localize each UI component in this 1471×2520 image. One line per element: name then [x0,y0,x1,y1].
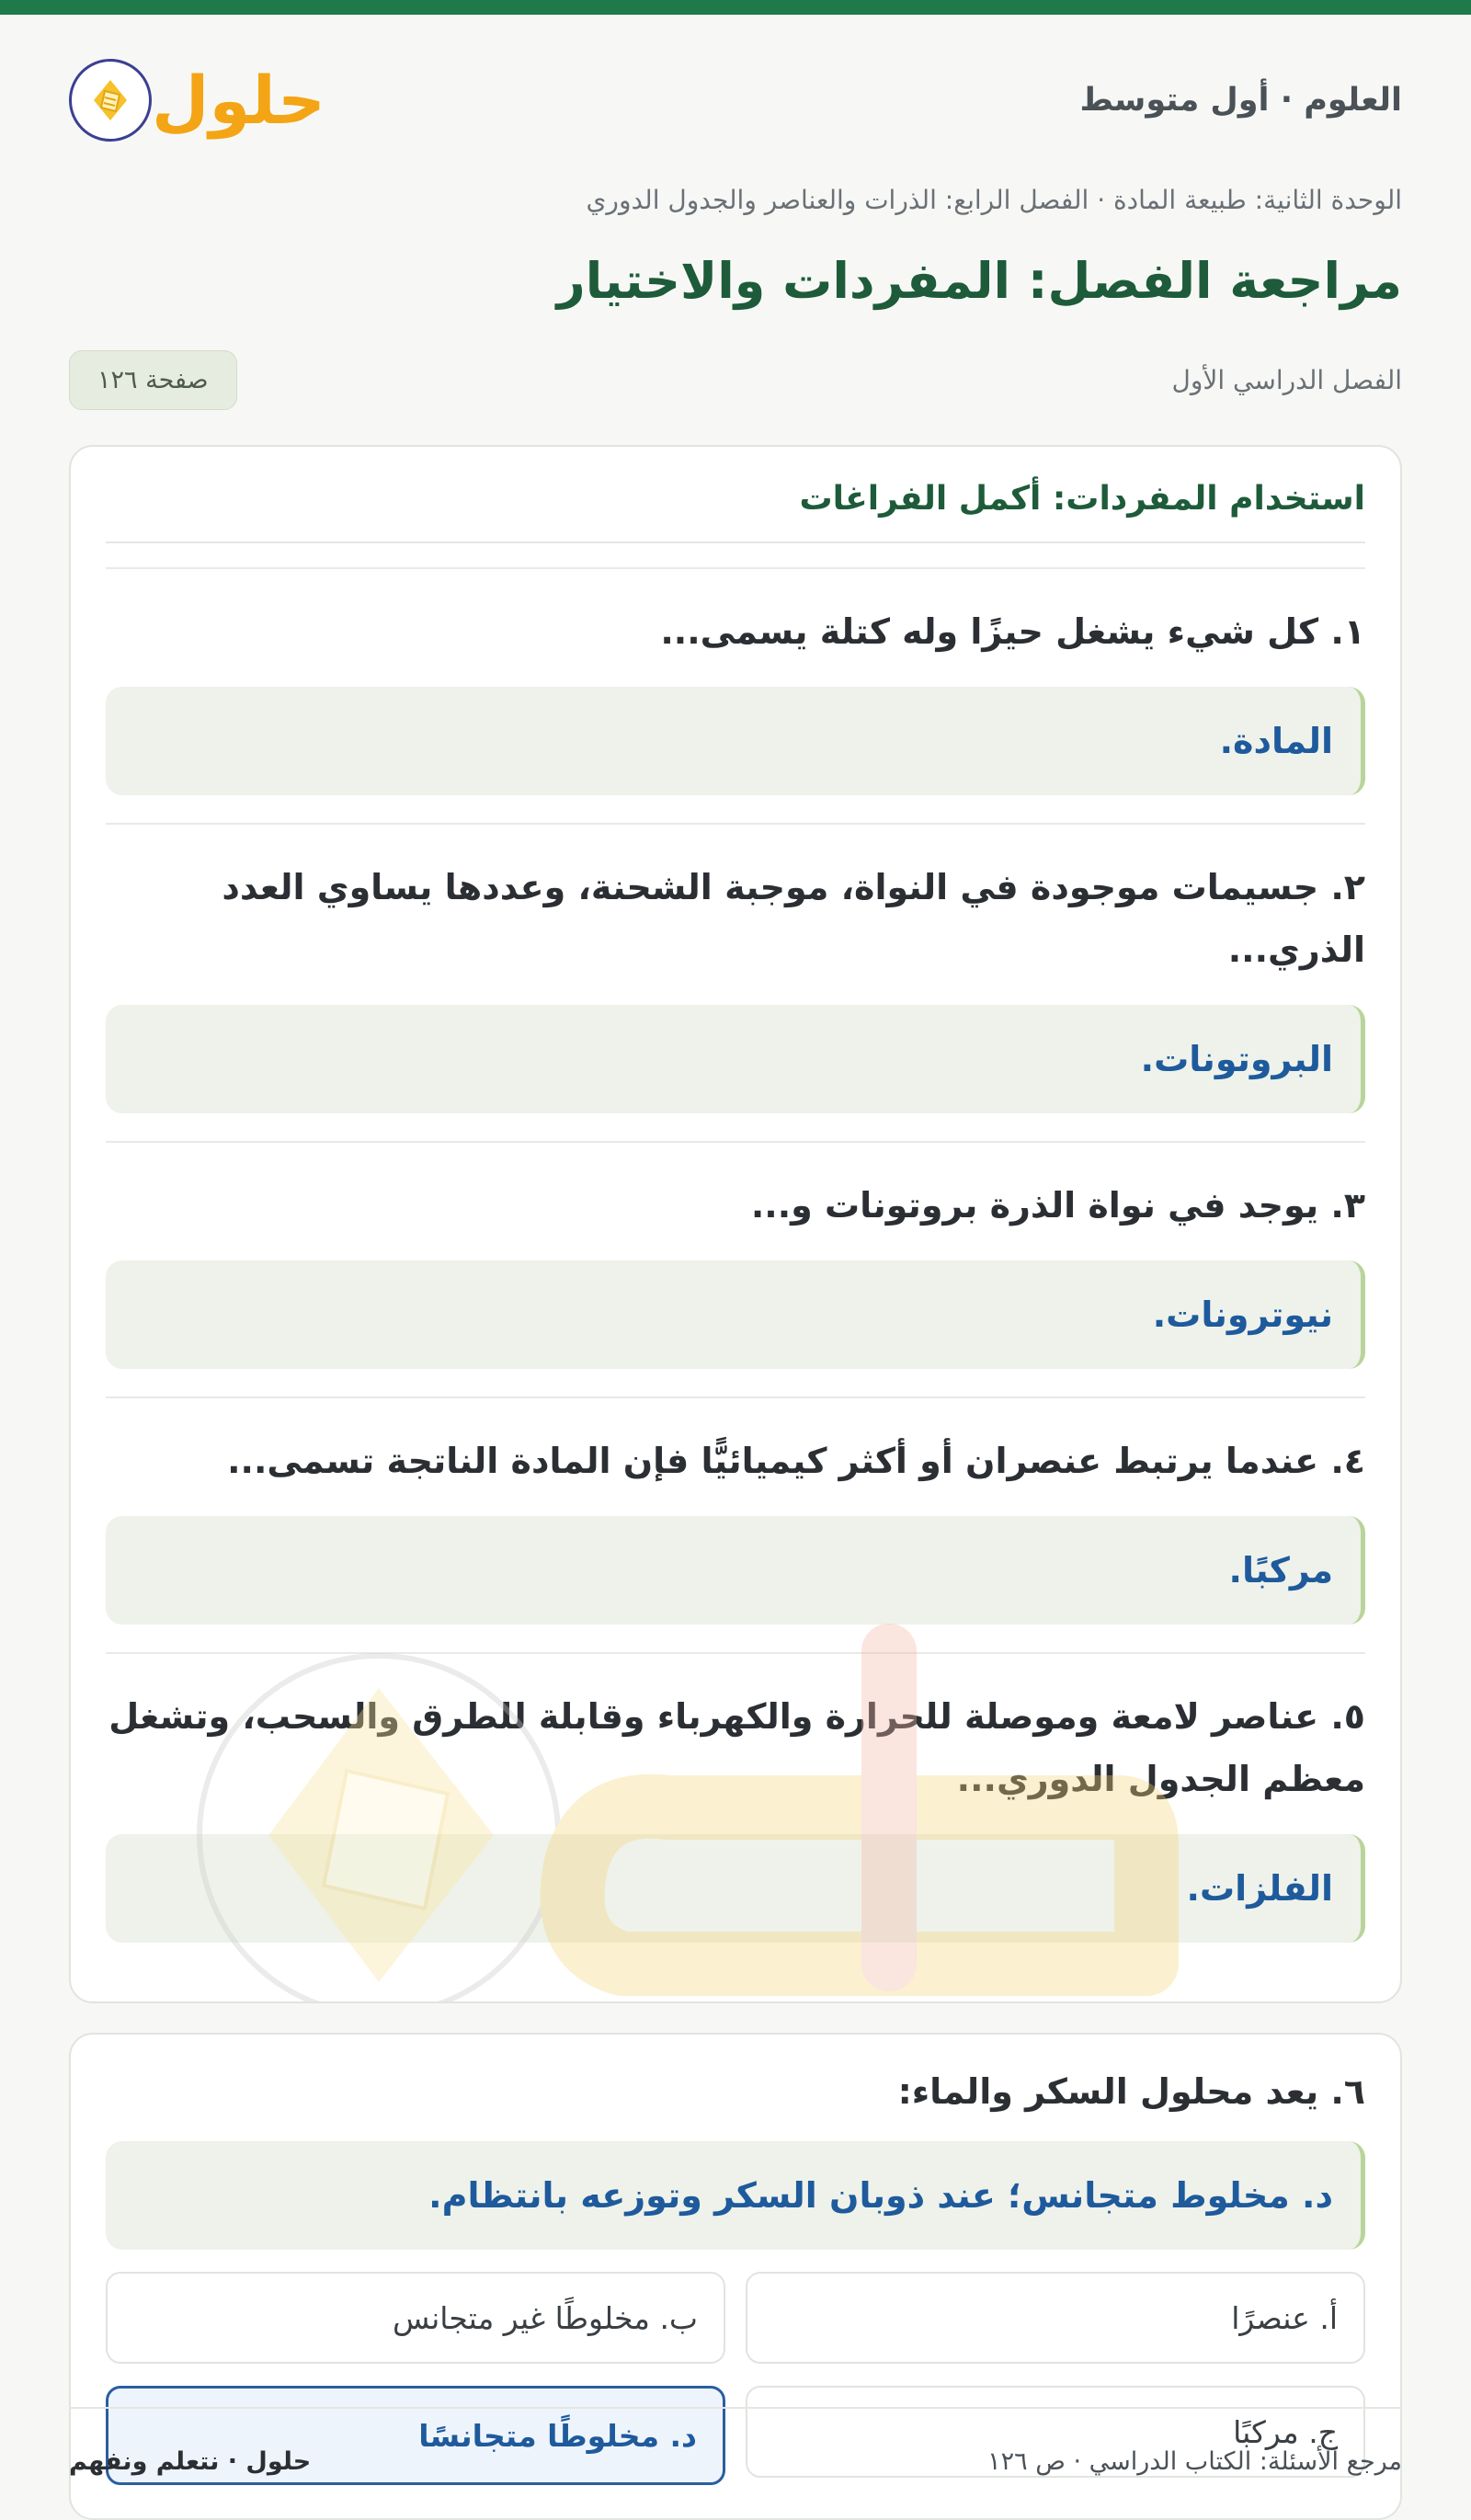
page [69,15,1402,2514]
answer-box: الفلزات. [106,1834,1365,1943]
answer-box: البروتونات. [106,1005,1365,1113]
answer-box: د. مخلوط متجانس؛ عند ذوبان السكر وتوزعه بانتظام. [106,2141,1365,2250]
question-text: ٣. يوجد في نواة الذرة بروتونات و... [750,1185,1365,1226]
semester-label: الفصل الدراسي الأول [1171,365,1402,395]
page-number-badge: صفحة ١٢٦ [69,350,237,410]
option-b[interactable]: ب. مخلوطًا غير متجانس [106,2272,725,2364]
answer-box: نيوترونات. [106,1260,1365,1369]
question-text: ١. كل شيء يشغل حيزًا وله كتلة يسمى... [660,611,1365,652]
top-accent-bar [0,0,1471,15]
question-item [106,1397,1365,1652]
question-item [106,567,1365,823]
question-text: ٢. جسيمات موجودة في النواة، موجبة الشحنة، وعددها يساوي العدد الذري... [222,867,1365,970]
page-title: مراجعة الفصل: المفردات والاختيار [556,252,1402,310]
question-text: ٤. عندما يرتبط عنصران أو أكثر كيميائيًّا فإن المادة الناتجة تسمى... [227,1441,1365,1481]
meta-row [69,350,1402,410]
section-title: استخدام المفردات: أكمل الفراغات [106,447,1365,543]
option-d-selected[interactable]: د. مخلوطًا متجانسًا [106,2386,725,2485]
footer-reference: مرجع الأسئلة: الكتاب الدراسي · ص ١٢٦ [987,2447,1402,2476]
question-text: ٦. يعد محلول السكر والماء: [897,2071,1365,2112]
footer [69,2407,1402,2514]
answer-box: المادة. [106,687,1365,795]
option-a[interactable]: أ. عنصرًا [746,2272,1365,2364]
logo-text: حلول [152,61,325,139]
question-item [106,1141,1365,1397]
subject-label: العلوم · أول متوسط [1079,81,1402,119]
logo[interactable] [69,59,325,142]
option-c[interactable]: ج. مركبًا [746,2386,1365,2478]
breadcrumb: الوحدة الثانية: طبيعة المادة · الفصل الرابع: الذرات والعناصر والجدول الدوري [586,185,1402,215]
question-text: ٥. عناصر لامعة وموصلة للحرارة والكهرباء وقابلة للطرق والسحب، وتشغل معظم الجدول الدوري... [108,1696,1365,1799]
vocabulary-card [69,445,1402,2003]
header [69,15,1402,185]
answer-box: مركبًا. [106,1516,1365,1625]
book-icon [69,59,152,142]
footer-brand: حلول · نتعلم ونفهم [69,2447,312,2476]
question-item [106,1652,1365,1970]
question-item [106,823,1365,1141]
